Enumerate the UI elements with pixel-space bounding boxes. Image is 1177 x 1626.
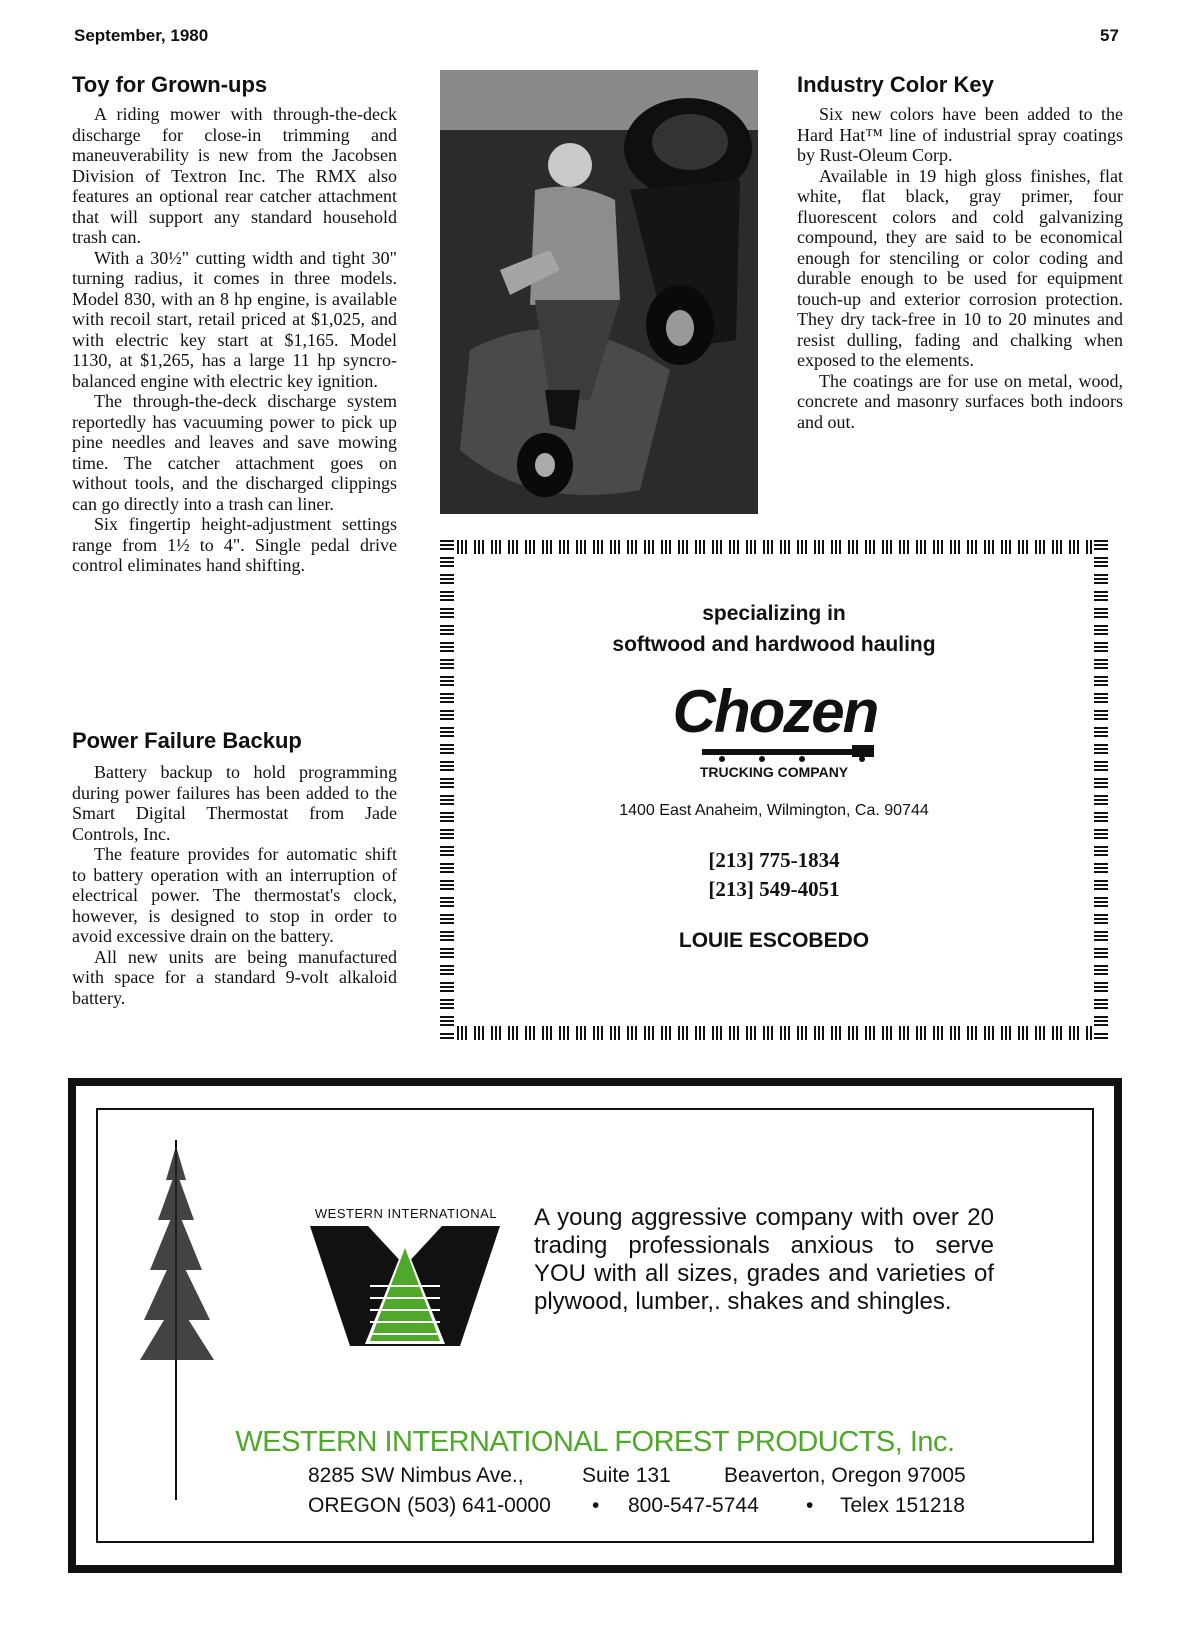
paragraph: The feature provides for automatic shift to battery operation with an interruption of electrical power. The thermostat's clock, however, is designed to stop in order to avoid excessive drain on the battery.: [72, 844, 397, 946]
western-w-logo: [310, 1226, 500, 1346]
address-city: Beaverton, Oregon 97005: [724, 1464, 966, 1487]
ad-blurb: A young aggressive company with over 20 trading professionals anxious to serve YOU with all sizes, grades and varieties of plywood, lumber,. shakes and shingles.: [534, 1204, 994, 1315]
ad-phone-1: [213] 775-1834: [708, 848, 840, 872]
paragraph: With a 30½" cutting width and tight 30" turning radius, it comes in three models. Model 830, with an 8 hp engine, is available with recoil start, retail priced at $1,025, and with electric key start at $1,165. Model 1130, at $1,265, has a large 11 hp syncro-balanced engine with electric key ignition.: [72, 247, 397, 391]
phone-toll-free: 800-547-5744: [628, 1494, 759, 1517]
ad-address: 1400 East Anaheim, Wilmington, Ca. 90744: [619, 802, 929, 819]
article-title: Power Failure Backup: [72, 728, 302, 753]
ad-contact-name: LOUIE ESCOBEDO: [678, 929, 870, 952]
ad-tagline-1: specializing in: [702, 602, 846, 625]
phone-oregon: OREGON (503) 641-0000: [308, 1494, 551, 1517]
paragraph: The through-the-deck discharge system reportedly has vacuuming power to pick up pine needles and leaves and save mowing time. The catcher attachment goes on without tools, and the discharged clippings can go directly into a trash can liner.: [72, 391, 397, 514]
paragraph: Battery backup to hold programming during power failures has been added to the Smart Digital Thermostat from Jade Controls, Inc.: [72, 762, 397, 844]
mower-photo: [440, 70, 758, 514]
ad-subtitle: TRUCKING COMPANY: [699, 764, 849, 780]
article-title: Toy for Grown-ups: [72, 72, 268, 97]
article-power-failure-backup: [72, 728, 397, 1008]
paragraph: All new units are being manufactured with space for a standard 9-volt alkaloid battery.: [72, 946, 397, 1008]
article-industry-color-key: [797, 72, 1123, 432]
paragraph: A riding mower with through-the-deck discharge for close-in trimming and maneuverability is new from the Jacobsen Division of Textron Inc. The RMX also features an optional rear catcher attachment that will support any standard household trash can.: [72, 104, 397, 247]
chozen-trucking-ad: [440, 540, 1108, 1040]
address-suite: Suite 131: [582, 1464, 671, 1487]
page-number: 57: [1100, 26, 1119, 45]
issue-date: September, 1980: [74, 26, 209, 45]
paragraph: Six fingertip height-adjustment settings range from 1½ to 4". Single pedal drive control eliminates hand shifting.: [72, 514, 397, 575]
article-body: [797, 104, 1123, 432]
bullet-separator: •: [806, 1494, 814, 1517]
company-name: WESTERN INTERNATIONAL FOREST PRODUCTS, Inc.: [235, 1426, 955, 1458]
western-international-ad: [68, 1078, 1122, 1573]
ad-tagline-2: softwood and hardwood hauling: [612, 633, 936, 656]
paragraph: Available in 19 high gloss finishes, flat white, flat black, gray primer, four fluorescent colors and cold galvanizing compound, they are said to be economical enough for stenciling or color coding and durable enough to be used for equipment touch-up and exterior corrosion protection. They dry tack-free in 10 to 20 minutes and resist dulling, fading and chalking when exposed to the elements.: [797, 165, 1123, 370]
ad-phone-2: [213] 549-4051: [708, 877, 840, 901]
ad-inner-frame: [96, 1108, 1094, 1543]
article-toy-for-grown-ups: [72, 72, 397, 576]
chozen-logo: Chozen: [672, 678, 878, 745]
article-body: [72, 104, 397, 576]
ad-border-bottom: [440, 1026, 1108, 1040]
paragraph: The coatings are for use on metal, wood, concrete and masonry surfaces both indoors and out.: [797, 370, 1123, 432]
bullet-separator: •: [592, 1494, 600, 1517]
logo-label: WESTERN INTERNATIONAL: [314, 1206, 498, 1221]
riding-mower-image: [440, 70, 758, 514]
truck-icon: [702, 745, 882, 763]
article-body: [72, 762, 397, 1008]
address-street: 8285 SW Nimbus Ave.,: [308, 1464, 524, 1487]
ad-border-top: [440, 540, 1108, 554]
article-title: Industry Color Key: [797, 72, 994, 97]
telex-number: Telex 151218: [840, 1494, 965, 1517]
paragraph: Six new colors have been added to the Hard Hat™ line of industrial spray coatings by Rust-Oleum Corp.: [797, 104, 1123, 165]
